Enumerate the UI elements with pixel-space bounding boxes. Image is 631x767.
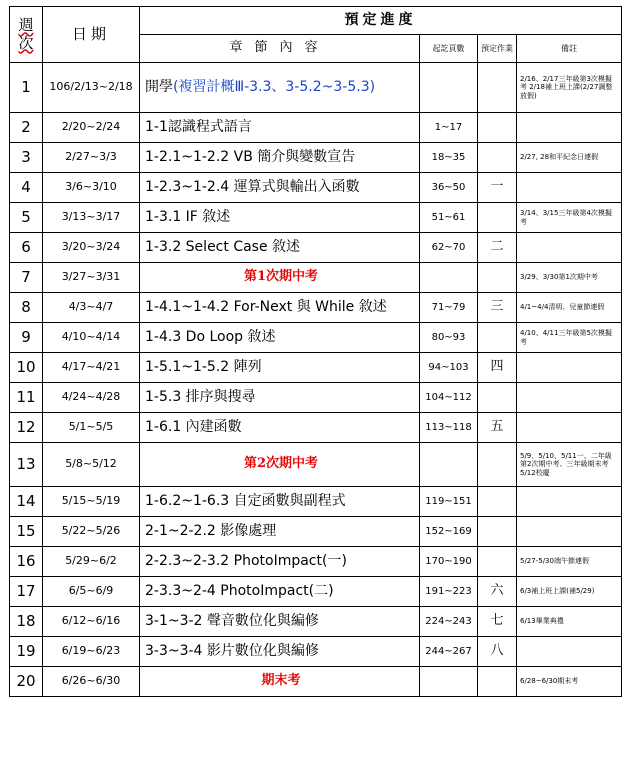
homework-cell (478, 203, 517, 233)
week-cell: 12 (10, 413, 43, 443)
table-row (10, 637, 622, 667)
note-cell (517, 637, 622, 667)
week-cell: 1 (10, 63, 43, 113)
date-cell: 5/29~6/2 (43, 547, 140, 577)
homework-cell: 五 (478, 413, 517, 443)
table-row (10, 113, 622, 143)
homework-cell (478, 517, 517, 547)
note-cell (517, 353, 622, 383)
homework-cell (478, 63, 517, 113)
week-cell: 2 (10, 113, 43, 143)
pages-cell: 80~93 (420, 323, 478, 353)
date-cell: 3/20~3/24 (43, 233, 140, 263)
note-cell: 6/28~6/30期末考 (517, 667, 622, 697)
pages-cell: 119~151 (420, 487, 478, 517)
week-cell: 6 (10, 233, 43, 263)
exam-cell: 期末考 (140, 667, 420, 697)
homework-cell: 六 (478, 577, 517, 607)
pages-cell: 36~50 (420, 173, 478, 203)
table-row (10, 517, 622, 547)
week-cell: 18 (10, 607, 43, 637)
pages-cell (420, 63, 478, 113)
date-cell: 2/20~2/24 (43, 113, 140, 143)
week-cell: 10 (10, 353, 43, 383)
note-cell (517, 173, 622, 203)
date-cell: 4/10~4/14 (43, 323, 140, 353)
week-cell: 14 (10, 487, 43, 517)
table-row (10, 413, 622, 443)
pages-cell: 191~223 (420, 577, 478, 607)
content-review: (複習計概Ⅲ-3.3、3-5.2~3-5.3) (173, 79, 376, 96)
pages-cell (420, 667, 478, 697)
table-row (10, 63, 622, 113)
pages-cell (420, 443, 478, 487)
content-cell: 1-5.1~1-5.2 陣列 (140, 353, 420, 383)
note-cell: 5/27-5/30端午節連假 (517, 547, 622, 577)
table-row (10, 143, 622, 173)
pages-cell: 1~17 (420, 113, 478, 143)
content-cell: 2-2.3~2-3.2 PhotoImpact(一) (140, 547, 420, 577)
pages-cell: 62~70 (420, 233, 478, 263)
note-cell (517, 413, 622, 443)
date-cell: 3/27~3/31 (43, 263, 140, 293)
table-row (10, 577, 622, 607)
pages-cell: 113~118 (420, 413, 478, 443)
header-plan: 預定進度 (140, 7, 622, 35)
content-cell: 1-3.1 IF 敘述 (140, 203, 420, 233)
table-row (10, 547, 622, 577)
week-cell: 13 (10, 443, 43, 487)
week-cell: 7 (10, 263, 43, 293)
pages-cell: 94~103 (420, 353, 478, 383)
table-row (10, 607, 622, 637)
homework-cell: 一 (478, 173, 517, 203)
homework-cell: 七 (478, 607, 517, 637)
content-cell: 3-3~3-4 影片數位化與編修 (140, 637, 420, 667)
pages-cell: 18~35 (420, 143, 478, 173)
homework-cell (478, 383, 517, 413)
date-cell: 6/19~6/23 (43, 637, 140, 667)
exam-cell: 第2次期中考 (140, 443, 420, 487)
note-cell: 4/10、4/11三年級第5次模擬考 (517, 323, 622, 353)
content-cell: 2-3.3~2-4 PhotoImpact(二) (140, 577, 420, 607)
note-cell: 4/1~4/4清明、兒童節連假 (517, 293, 622, 323)
table-row (10, 233, 622, 263)
table-row (10, 667, 622, 697)
date-cell: 3/6~3/10 (43, 173, 140, 203)
date-cell: 5/8~5/12 (43, 443, 140, 487)
homework-cell: 二 (478, 233, 517, 263)
week-cell: 5 (10, 203, 43, 233)
content-cell: 1-6.2~1-6.3 自定函數與副程式 (140, 487, 420, 517)
homework-cell: 八 (478, 637, 517, 667)
date-cell: 5/15~5/19 (43, 487, 140, 517)
week-cell: 19 (10, 637, 43, 667)
week-cell: 17 (10, 577, 43, 607)
week-cell: 11 (10, 383, 43, 413)
note-cell (517, 517, 622, 547)
homework-cell (478, 113, 517, 143)
pages-cell: 152~169 (420, 517, 478, 547)
table-row (10, 383, 622, 413)
table-row (10, 203, 622, 233)
note-cell (517, 233, 622, 263)
note-cell (517, 113, 622, 143)
week-cell: 8 (10, 293, 43, 323)
content-cell: 1-2.3~1-2.4 運算式與輸出入函數 (140, 173, 420, 203)
note-cell: 6/3補上班上課(補5/29) (517, 577, 622, 607)
date-cell: 106/2/13~2/18 (43, 63, 140, 113)
note-cell: 5/9、5/10、5/11一、二年級第2次期中考、三年級期末考 5/12校慶 (517, 443, 622, 487)
homework-cell (478, 263, 517, 293)
date-cell: 4/24~4/28 (43, 383, 140, 413)
date-cell: 6/26~6/30 (43, 667, 140, 697)
homework-cell: 三 (478, 293, 517, 323)
homework-cell (478, 487, 517, 517)
homework-cell (478, 143, 517, 173)
week-cell: 9 (10, 323, 43, 353)
table-row (10, 323, 622, 353)
content-cell: 1-3.2 Select Case 敘述 (140, 233, 420, 263)
content-cell: 1-6.1 內建函數 (140, 413, 420, 443)
content-cell: 1-4.1~1-4.2 For-Next 與 While 敘述 (140, 293, 420, 323)
header-note: 備註 (517, 35, 622, 63)
note-cell (517, 383, 622, 413)
homework-cell (478, 443, 517, 487)
header-week: 週次 (10, 7, 43, 63)
content-cell: 2-1~2-2.2 影像處理 (140, 517, 420, 547)
date-cell: 5/22~5/26 (43, 517, 140, 547)
exam-cell: 第1次期中考 (140, 263, 420, 293)
week-cell: 16 (10, 547, 43, 577)
table-row (10, 173, 622, 203)
date-cell: 3/13~3/17 (43, 203, 140, 233)
date-cell: 4/17~4/21 (43, 353, 140, 383)
week-cell: 20 (10, 667, 43, 697)
week-cell: 3 (10, 143, 43, 173)
schedule-table (9, 6, 622, 697)
content-cell: 1-5.3 排序與搜尋 (140, 383, 420, 413)
content-prefix: 開學 (145, 79, 173, 96)
table-row (10, 353, 622, 383)
pages-cell: 71~79 (420, 293, 478, 323)
date-cell: 5/1~5/5 (43, 413, 140, 443)
note-cell: 2/16、2/17三年級第3次模擬考 2/18補上班上課(2/27調整放假) (517, 63, 622, 113)
note-cell: 3/29、3/30第1次期中考 (517, 263, 622, 293)
pages-cell: 104~112 (420, 383, 478, 413)
content-cell: 1-1認識程式語言 (140, 113, 420, 143)
homework-cell (478, 323, 517, 353)
homework-cell: 四 (478, 353, 517, 383)
week-cell: 4 (10, 173, 43, 203)
header-homework: 預定作業 (478, 35, 517, 63)
pages-cell: 244~267 (420, 637, 478, 667)
note-cell: 6/13畢業典禮 (517, 607, 622, 637)
week-cell: 15 (10, 517, 43, 547)
header-pages: 起訖頁數 (420, 35, 478, 63)
homework-cell (478, 667, 517, 697)
date-cell: 6/12~6/16 (43, 607, 140, 637)
pages-cell (420, 263, 478, 293)
table-row (10, 443, 622, 487)
header-chapter: 章節內容 (140, 35, 420, 63)
table-row (10, 293, 622, 323)
date-cell: 6/5~6/9 (43, 577, 140, 607)
content-cell (140, 63, 420, 113)
note-cell: 2/27, 28和平紀念日連假 (517, 143, 622, 173)
pages-cell: 224~243 (420, 607, 478, 637)
content-cell: 1-2.1~1-2.2 VB 簡介與變數宣告 (140, 143, 420, 173)
date-cell: 2/27~3/3 (43, 143, 140, 173)
table-row (10, 487, 622, 517)
header-date: 日期 (43, 7, 140, 63)
date-cell: 4/3~4/7 (43, 293, 140, 323)
pages-cell: 51~61 (420, 203, 478, 233)
note-cell (517, 487, 622, 517)
pages-cell: 170~190 (420, 547, 478, 577)
note-cell: 3/14、3/15三年級第4次模擬考 (517, 203, 622, 233)
homework-cell (478, 547, 517, 577)
table-row (10, 263, 622, 293)
content-cell: 3-1~3-2 聲音數位化與編修 (140, 607, 420, 637)
content-cell: 1-4.3 Do Loop 敘述 (140, 323, 420, 353)
